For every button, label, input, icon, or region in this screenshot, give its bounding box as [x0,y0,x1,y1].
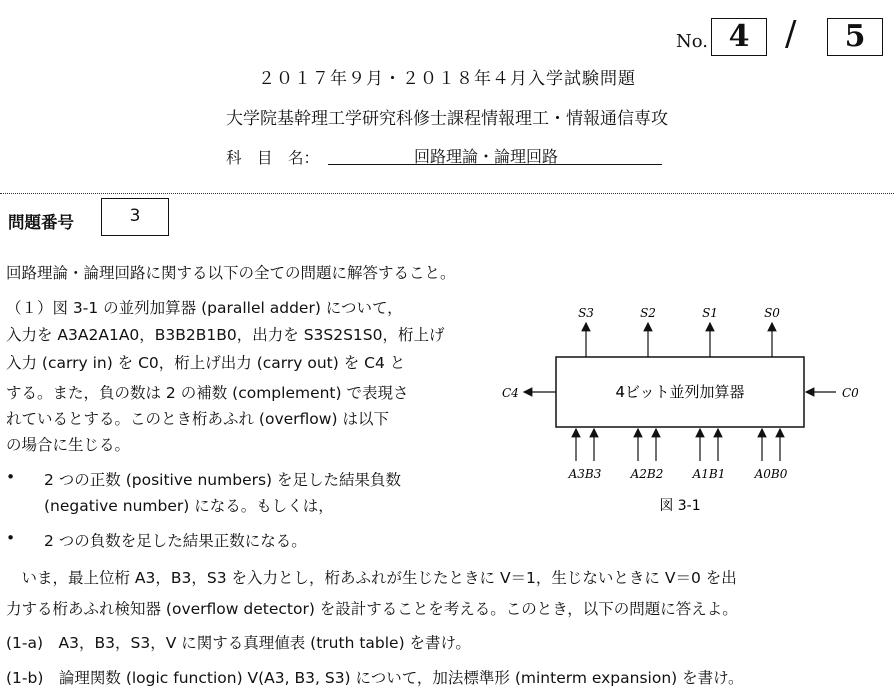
carry-out-label: C4 [502,386,519,400]
problem1-line4: する。また，負の数は 2 の補数 (complement) で表現さ [6,384,409,402]
problem1-line1: （１）図 3-1 の並列加算器 (parallel adder) について， [6,299,403,317]
adder-block-label: 4ビット並列加算器 [615,383,745,401]
bullet1-line1: 2 つの正数 (positive numbers) を足した結果負数 [44,471,402,489]
input-label-a1b1: A1B1 [692,467,726,481]
output-label-s1: S1 [702,306,718,320]
output-label-s3: S3 [578,306,594,320]
problem2-line1: いま，最上位桁 A3，B3，S3 を入力とし，桁あふれが生じたときに V＝1，生じないときに V＝0 を出 [6,569,737,587]
parallel-adder-diagram [490,295,894,525]
input-label-a3b3: A3B3 [568,467,602,481]
output-label-s2: S2 [640,306,656,320]
question-1a: (1-a) A3，B3，S3，V に関する真理値表 (truth table) を書け。 [6,634,471,652]
problem1-line5: れているとする。このとき桁あふれ (overflow) は以下 [6,410,389,428]
figure-caption: 図 3-1 [659,498,701,514]
problem2-line2: 力する桁あふれ検知器 (overflow detector) を設計することを考える。このとき，以下の問題に答えよ。 [6,600,738,618]
bullet2-text: 2 つの負数を足した結果正数になる。 [44,532,307,550]
output-label-s0: S0 [764,306,780,320]
subject-value: 回路理論・論理回路 [414,147,559,166]
department-title: 大学院基幹理工学研究科修士課程情報理工・情報通信専攻 [226,109,668,129]
input-label-a2b2: A2B2 [630,467,664,481]
bullet-mark-2: • [6,529,16,547]
carry-in-label: C0 [842,386,859,400]
header-divider [0,193,894,194]
intro-text: 回路理論・論理回路に関する以下の全ての問題に解答すること。 [6,264,456,282]
exam-title: ２０１７年９月・２０１８年４月入学試験問題 [258,69,636,89]
bullet1-line2: (negative number) になる。もしくは， [44,497,334,515]
problem-number-value: 3 [129,206,141,226]
subject-label: 科 目 名： [226,149,320,167]
problem-number-box [101,198,169,236]
problem-number-label: 問題番号 [8,213,74,232]
problem1-line6: の場合に生じる。 [6,436,131,454]
problem1-line2: 入力を A3A2A1A0，B3B2B1B0，出力を S3S2S1S0，桁上げ [6,326,445,344]
page-number-label: No. [676,31,708,52]
question-1b: (1-b) 論理関数 (logic function) V(A3, B3, S3) について，加法標準形 (minterm expansion) を書け。 [6,669,744,687]
bullet-mark-1: • [6,468,16,486]
page-slash: / [785,14,797,54]
subject-underline [328,164,662,165]
problem1-line3: 入力 (carry in) を C0，桁上げ出力 (carry out) を C4 と [6,354,406,372]
page-number-total: 5 [827,18,883,56]
input-label-a0b0: A0B0 [754,467,788,481]
page-number-current: 4 [711,18,767,56]
